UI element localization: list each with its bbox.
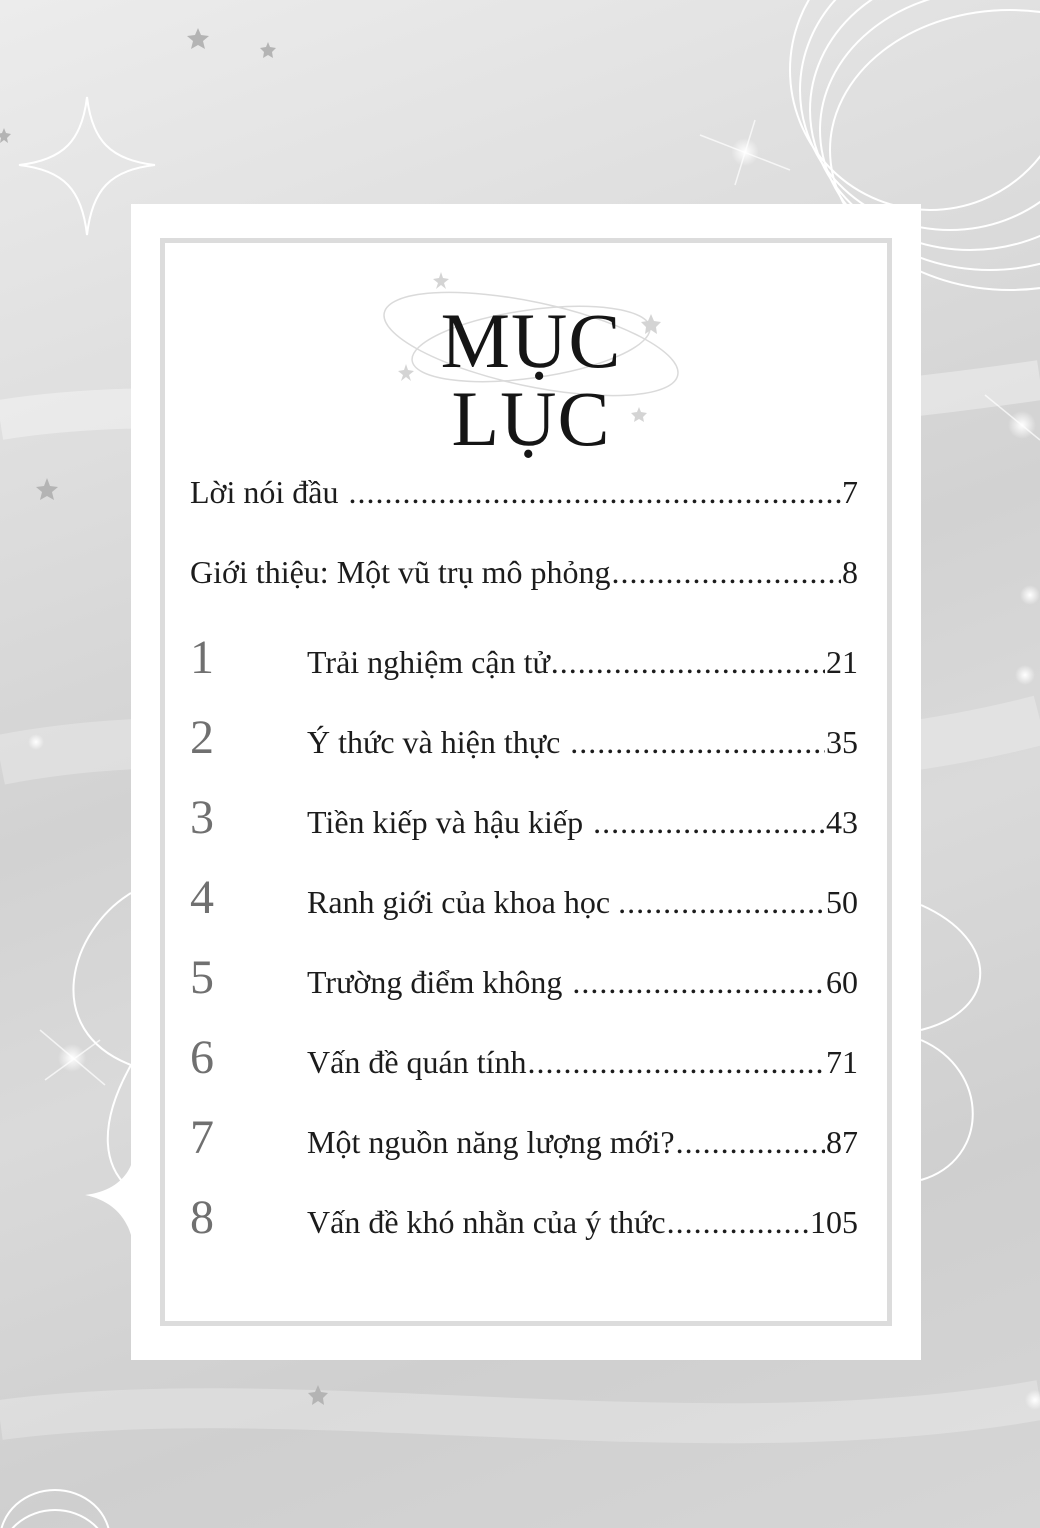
toc-entry-chapter-4[interactable] bbox=[190, 871, 858, 924]
chapter-number: 1 bbox=[190, 631, 214, 684]
entry-title: Vấn đề quán tính bbox=[307, 1044, 527, 1080]
page-number: 60 bbox=[826, 964, 858, 1000]
entry-title: Trải nghiệm cận tử bbox=[307, 644, 550, 680]
chapter-number: 4 bbox=[190, 871, 214, 924]
toc-entry-chapter-5[interactable] bbox=[190, 951, 858, 1004]
toc-entry-chapter-3[interactable] bbox=[190, 791, 858, 844]
page-number: 7 bbox=[842, 474, 858, 510]
entry-title: Vấn đề khó nhằn của ý thức bbox=[307, 1204, 666, 1240]
dot-leader bbox=[570, 724, 825, 761]
dot-leader bbox=[593, 804, 825, 841]
entry-title: Ranh giới của khoa học bbox=[307, 884, 611, 920]
entry-title: Lời nói đầu bbox=[190, 474, 339, 510]
title-block bbox=[361, 264, 701, 462]
dot-leader bbox=[348, 474, 841, 511]
dot-leader bbox=[611, 554, 841, 591]
page-number: 8 bbox=[842, 554, 858, 590]
chapter-number: 3 bbox=[190, 791, 214, 844]
entry-title: Tiền kiếp và hậu kiếp bbox=[307, 804, 584, 840]
toc-entry-chapter-2[interactable] bbox=[190, 711, 858, 764]
chapter-number: 8 bbox=[190, 1191, 214, 1244]
dot-leader bbox=[667, 1204, 809, 1241]
page-number: 21 bbox=[826, 644, 858, 680]
dot-leader bbox=[618, 884, 825, 921]
chapter-number: 6 bbox=[190, 1031, 214, 1084]
toc-entry-chapter-7[interactable] bbox=[190, 1111, 858, 1164]
page-number: 43 bbox=[826, 804, 858, 840]
chapter-number: 2 bbox=[190, 711, 214, 764]
dot-leader bbox=[528, 1044, 826, 1081]
dot-leader bbox=[551, 644, 825, 681]
entry-title: Một nguồn năng lượng mới? bbox=[307, 1124, 675, 1160]
dot-leader bbox=[676, 1124, 825, 1161]
page-number: 87 bbox=[826, 1124, 858, 1160]
entry-title: Trường điểm không bbox=[307, 964, 563, 1000]
page-number: 50 bbox=[826, 884, 858, 920]
chapter-number: 7 bbox=[190, 1111, 214, 1164]
page-number: 71 bbox=[826, 1044, 858, 1080]
toc-entry-chapter-6[interactable] bbox=[190, 1031, 858, 1084]
page-title: MỤC LỤC bbox=[440, 297, 622, 462]
page-number: 105 bbox=[810, 1204, 858, 1240]
entry-title: Giới thiệu: Một vũ trụ mô phỏng bbox=[190, 554, 611, 590]
toc-entry-front-2[interactable] bbox=[190, 554, 858, 604]
toc-entry-chapter-1[interactable] bbox=[190, 631, 858, 684]
chapter-number: 5 bbox=[190, 951, 214, 1004]
toc-entry-chapter-8[interactable] bbox=[190, 1191, 858, 1244]
page-number: 35 bbox=[826, 724, 858, 760]
toc-entry-front-1[interactable] bbox=[190, 474, 858, 524]
toc-panel bbox=[131, 204, 921, 1360]
entry-title: Ý thức và hiện thực bbox=[307, 724, 561, 760]
dot-leader bbox=[572, 964, 825, 1001]
